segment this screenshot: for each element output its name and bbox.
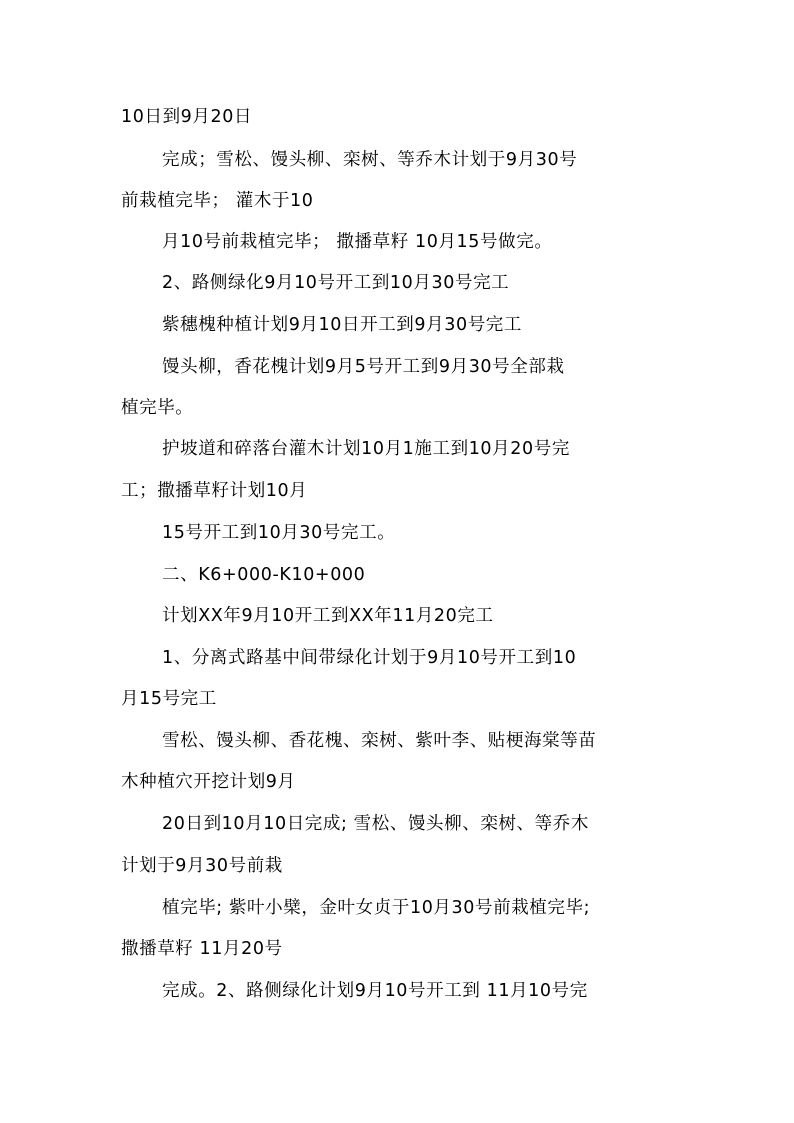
text-line-amorpha-planting: 紫穗槐种植计划9月10日开工到9月30号完工: [162, 315, 523, 335]
text-line-seedling-list: 雪松、馒头柳、香花槐、栾树、紫叶李、贴梗海棠等苗: [162, 731, 597, 751]
text-line-willow-locust-plan: 馒头柳，香花槐计划9月5号开工到9月30号全部栽: [162, 357, 565, 377]
text-line-seeding-plan: 工；撒播草籽计划10月: [121, 481, 308, 501]
text-line-seeding-dates: 15号开工到10月30号完工。: [162, 523, 396, 543]
text-line-median-completion: 月15号完工: [121, 689, 217, 709]
text-line-shrub-planting: 前栽植完毕； 灌木于10: [121, 191, 314, 211]
text-line-excavation-dates: 20日到10月10日完成; 雪松、馒头柳、栾树、等乔木: [162, 814, 589, 834]
text-line-barberry-privet: 植完毕; 紫叶小檗，金叶女贞于10月30号前栽植完毕;: [162, 898, 591, 918]
text-line-roadside-plan: 完成。2、路侧绿化计划9月10号开工到 11月10号完: [162, 981, 588, 1001]
text-line-section-schedule: 计划XX年9月10开工到XX年11月20完工: [162, 606, 494, 626]
text-line-median-greening: 1、分离式路基中间带绿化计划于9月10号开工到10: [162, 648, 577, 668]
text-line-date-range: 10日到9月20日: [121, 107, 253, 127]
text-line-planting-complete: 植完毕。: [121, 398, 194, 418]
text-line-tree-completion: 完成；雪松、馒头柳、栾树、等乔木计划于9月30号: [162, 150, 578, 170]
text-line-grass-seeding: 月10号前栽植完毕； 撒播草籽 10月15号做完。: [162, 232, 553, 252]
text-line-tree-planting-plan: 计划于9月30号前栽: [121, 856, 283, 876]
text-line-slope-shrubs: 护坡道和碎落台灌木计划10月1施工到10月20号完: [162, 439, 570, 459]
section-heading-k6-k10: 二、K6+000-K10+000: [162, 565, 366, 585]
text-line-pit-excavation: 木种植穴开挖计划9月: [121, 772, 296, 792]
text-line-roadside-greening: 2、路侧绿化9月10号开工到10月30号完工: [162, 273, 510, 293]
text-line-grass-seeding-date: 撒播草籽 11月20号: [121, 939, 283, 959]
